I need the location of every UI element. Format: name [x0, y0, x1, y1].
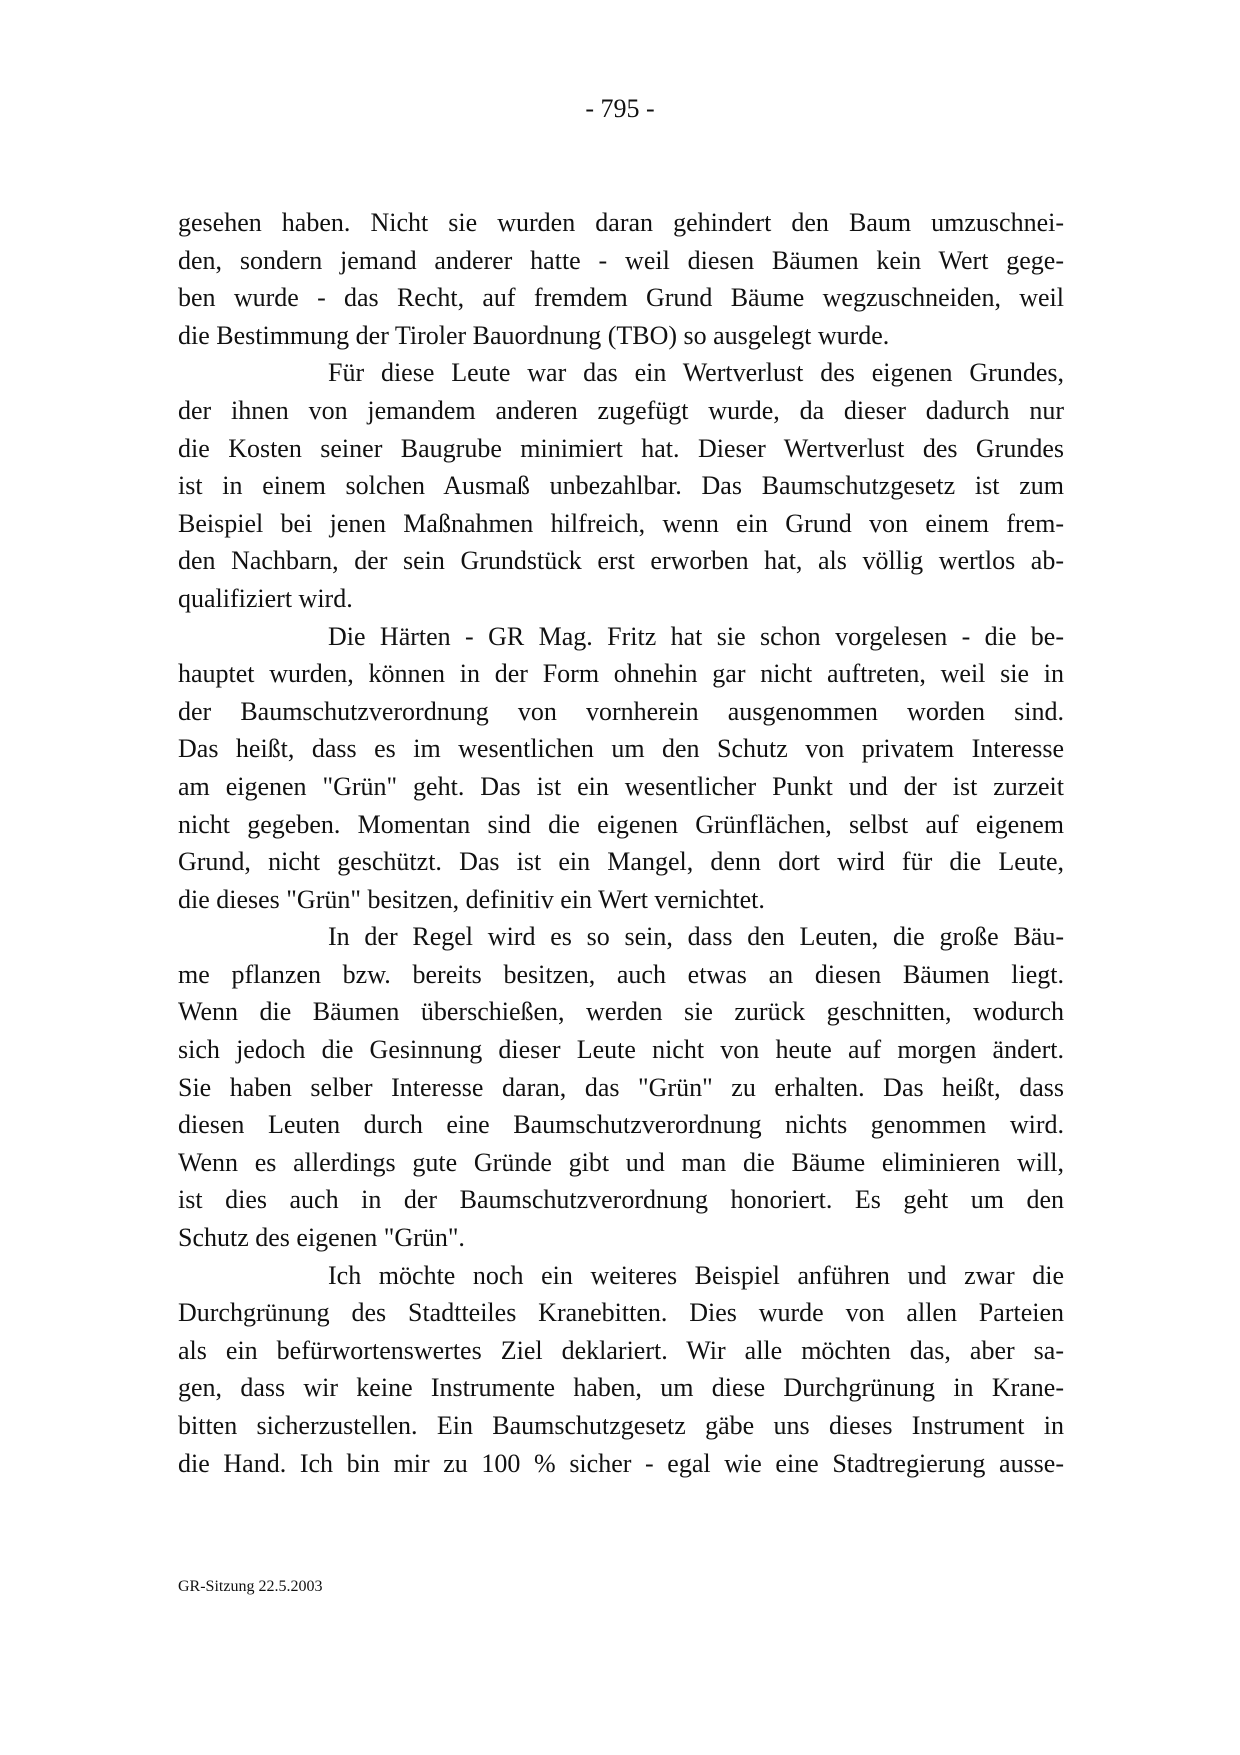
text-line: Beispiel bei jenen Maßnahmen hilfreich, wenn ein Grund von einem frem- [178, 508, 1064, 538]
text-line: Das heißt, dass es im wesentlichen um den Schutz von privatem Interesse [178, 734, 1064, 764]
text-line: als ein befürwortenswertes Ziel deklariert. Wir alle möchten das, aber sa- [178, 1335, 1064, 1365]
text-line: gen, dass wir keine Instrumente haben, um diese Durchgrünung in Krane- [178, 1373, 1064, 1403]
document-body [178, 204, 1064, 1482]
text-line: die Hand. Ich bin mir zu 100 % sicher - egal wie eine Stadtregierung ausse- [178, 1448, 1064, 1478]
text-line: den Nachbarn, der sein Grundstück erst erworben hat, als völlig wertlos ab- [178, 546, 1064, 576]
text-line: Durchgrünung des Stadtteiles Kranebitten. Dies wurde von allen Parteien [178, 1298, 1064, 1328]
paragraph [178, 918, 1064, 1256]
text-line: Die Härten - GR Mag. Fritz hat sie schon vorgelesen - die be- [328, 621, 1064, 651]
page-number: - 795 - [585, 94, 655, 123]
text-line: Grund, nicht geschützt. Das ist ein Mangel, denn dort wird für die Leute, [178, 847, 1064, 877]
text-line: gesehen haben. Nicht sie wurden daran gehindert den Baum umzuschnei- [178, 208, 1064, 237]
paragraph [178, 618, 1064, 919]
text-line: qualifiziert wird. [178, 583, 353, 613]
footer-session-date: GR-Sitzung 22.5.2003 [178, 1578, 323, 1595]
text-line: der Baumschutzverordnung von vornherein ausgenommen worden sind. [178, 696, 1064, 726]
text-line: sich jedoch die Gesinnung dieser Leute nicht von heute auf morgen ändert. [178, 1035, 1064, 1065]
text-line: die dieses "Grün" besitzen, definitiv ein Wert vernichtet. [178, 884, 765, 914]
text-line: bitten sicherzustellen. Ein Baumschutzgesetz gäbe uns dieses Instrument in [178, 1411, 1064, 1440]
text-line: am eigenen "Grün" geht. Das ist ein wesentlicher Punkt und der ist zurzeit [178, 771, 1064, 801]
text-line: ist dies auch in der Baumschutzverordnung honoriert. Es geht um den [178, 1185, 1064, 1215]
text-line: diesen Leuten durch eine Baumschutzverordnung nichts genommen wird. [178, 1110, 1064, 1140]
text-line: me pflanzen bzw. bereits besitzen, auch etwas an diesen Bäumen liegt. [178, 959, 1064, 989]
text-line: die Kosten seiner Baugrube minimiert hat. Dieser Wertverlust des Grundes [178, 433, 1064, 463]
text-line: Wenn die Bäumen überschießen, werden sie zurück geschnitten, wodurch [178, 997, 1064, 1027]
text-line: ben wurde - das Recht, auf fremdem Grund Bäume wegzuschneiden, weil [178, 283, 1064, 313]
text-line: die Bestimmung der Tiroler Bauordnung (TBO) so ausgelegt wurde. [178, 320, 890, 350]
text-line: Für diese Leute war das ein Wertverlust des eigenen Grundes, [328, 358, 1064, 388]
paragraph [178, 204, 1064, 354]
text-line: In der Regel wird es so sein, dass den Leuten, die große Bäu- [328, 922, 1064, 952]
text-line: Schutz des eigenen "Grün". [178, 1223, 465, 1253]
text-line: Wenn es allerdings gute Gründe gibt und man die Bäume eliminieren will, [178, 1147, 1064, 1177]
text-line: der ihnen von jemandem anderen zugefügt wurde, da dieser dadurch nur [178, 395, 1064, 425]
text-line: Ich möchte noch ein weiteres Beispiel anführen und zwar die [328, 1260, 1064, 1290]
text-line: ist in einem solchen Ausmaß unbezahlbar. Das Baumschutzgesetz ist zum [178, 471, 1064, 501]
text-line: hauptet wurden, können in der Form ohnehin gar nicht auftreten, weil sie in [178, 659, 1064, 689]
paragraph [178, 354, 1064, 617]
text-line: Sie haben selber Interesse daran, das "Grün" zu erhalten. Das heißt, dass [178, 1072, 1064, 1102]
paragraph [178, 1257, 1064, 1483]
text-line: den, sondern jemand anderer hatte - weil diesen Bäumen kein Wert gege- [178, 245, 1064, 275]
text-line: nicht gegeben. Momentan sind die eigenen Grünflächen, selbst auf eigenem [178, 809, 1064, 839]
